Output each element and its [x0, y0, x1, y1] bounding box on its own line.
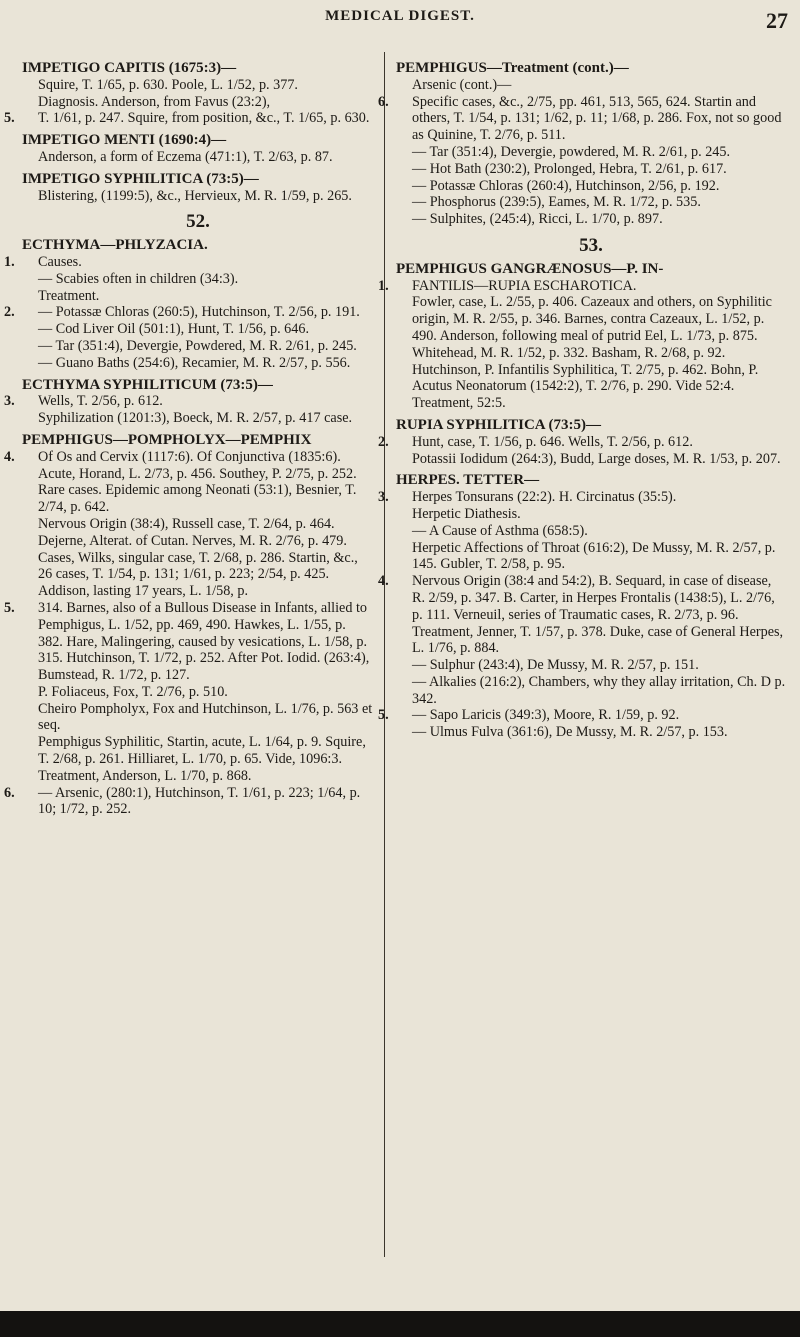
entry-paragraph [396, 178, 786, 195]
entry-text: — Potassæ Chloras (260:5), Hutchinson, T. 2/56, p. 191. [38, 304, 360, 321]
margin-line-number: 5. [378, 707, 389, 724]
margin-line-number: 2. [4, 304, 15, 321]
entry-text: Causes. [38, 253, 82, 270]
entry-paragraph [4, 110, 374, 127]
entry-paragraph [22, 355, 374, 372]
entry-paragraph [22, 77, 374, 94]
entry-text: Cases, Wilks, singular case, T. 2/68, p. 286. Startin, &c., 26 cases, T. 1/54, p. 131; 1/61, p. 223; 2/54, p. 425. Addison, lasting 17 years, L. 1/58, p. [38, 549, 358, 600]
entry-paragraph [396, 144, 786, 161]
margin-line-number: 6. [4, 784, 15, 801]
entry-paragraph [22, 684, 374, 701]
entry-text: Cheiro Pompholyx, Fox and Hutchinson, L. 1/76, p. 563 et seq. [38, 700, 373, 734]
entry-paragraph [22, 701, 374, 735]
entry-paragraph [22, 149, 374, 166]
entry-heading: RUPIA SYPHILITICA (73:5)— [396, 416, 602, 433]
entry-text: — Guano Baths (254:6), Recamier, M. R. 2/57, p. 556. [38, 354, 351, 371]
entry-paragraph [396, 77, 786, 94]
entry-paragraph [378, 573, 786, 623]
entry-paragraph [22, 321, 374, 338]
entry-paragraph [396, 194, 786, 211]
entry-text: Anderson, a form of Eczema (471:1), T. 2/63, p. 87. [38, 148, 333, 165]
entry-paragraph [22, 466, 374, 516]
entry-heading: PEMPHIGUS—Treatment (cont.)— [396, 60, 629, 76]
scan-edge-bar [0, 1311, 800, 1337]
entry-paragraph [378, 489, 786, 506]
entry-paragraph [22, 410, 374, 427]
entry-heading: ECTHYMA—PHLYZACIA. [22, 237, 208, 254]
entry-paragraph [396, 674, 786, 708]
entry-paragraph [22, 734, 374, 768]
section-number: 53. [579, 234, 603, 256]
entry-text: FANTILIS—RUPIA ESCHAROTICA. [412, 277, 637, 294]
entry-paragraph [22, 516, 374, 550]
entry-text: — Scabies often in children (34:3). [38, 270, 239, 287]
entry-paragraph [396, 161, 786, 178]
margin-line-number: 5. [4, 110, 15, 127]
entry-text: Diagnosis. Anderson, from Favus (23:2), [38, 93, 271, 110]
entry-paragraph [396, 523, 786, 540]
entry-heading: IMPETIGO SYPHILITICA (73:5)— [22, 170, 259, 187]
entry-paragraph [378, 707, 786, 724]
entry-paragraph [4, 393, 374, 410]
entry-text: Of Os and Cervix (1117:6). Of Conjunctiva (1835:6). [38, 448, 341, 465]
entry-paragraph [4, 448, 374, 466]
entry-paragraph [4, 784, 374, 819]
entry-paragraph [4, 304, 374, 321]
margin-line-number: 5. [4, 599, 15, 616]
running-head: MEDICAL DIGEST. [325, 8, 475, 24]
entry-text: Fowler, case, L. 2/55, p. 406. Cazeaux and others, on Syphilitic origin, M. R. 2/55, p. 346. Barnes, contra Cazeaux, L. 1/52, p. 490. Anderson, following meal of putrid Eel, L. 1/73, p. 875. Whitehead, M. R. 1/52, p. 332. Basham, R. 2/68, p. 92. Hutchinson, P. Infantilis Syphilitica, T. 2/75, p. 462. Bohn, P. Acutus Neonatorum (1542:2), T. 2/76, p. 290. Vide 52:4. [412, 294, 772, 395]
entry-paragraph [22, 338, 374, 355]
entry-paragraph [396, 657, 786, 674]
entry-text: — Hot Bath (230:2), Prolonged, Hebra, T. 2/61, p. 617. [412, 160, 727, 177]
entry-text: Squire, T. 1/65, p. 630. Poole, L. 1/52, p. 377. [38, 76, 298, 93]
margin-line-number: 4. [378, 573, 389, 590]
section-number: 52. [186, 211, 210, 233]
entry-text: — Potassæ Chloras (260:4), Hutchinson, 2/56, p. 192. [412, 177, 720, 194]
entry-paragraph [396, 540, 786, 574]
entry-text: 314. Barnes, also of a Bullous Disease in Infants, allied to Pemphigus, L. 1/52, pp. 469, 490. Hawkes, L. 1/55, p. 382. Hare, Malingering, caused by vesications, L. 1/58, p. 315. Hutchinson, T. 1/72, p. 252. After Pot. Iodid. (263:4), Bumstead, R. 1/72, p. 127. [38, 599, 370, 684]
entry-text: T. 1/61, p. 247. Squire, from position, &c., T. 1/65, p. 630. [38, 110, 370, 127]
entry-text: Specific cases, &c., 2/75, pp. 461, 513, 565, 624. Startin and others, T. 1/54, p. 131; 1/62, p. 11; 1/68, p. 286. Fox, not so good as Quinine, T. 2/76, p. 511. [412, 93, 782, 144]
entry-text: Arsenic (cont.)— [412, 76, 512, 93]
entry-paragraph [378, 277, 786, 295]
entry-text: Herpes Tonsurans (22:2). H. Circinatus (35:5). [412, 489, 677, 506]
entry-text: — Cod Liver Oil (501:1), Hunt, T. 1/56, p. 646. [38, 321, 309, 338]
entry-paragraph [396, 506, 786, 523]
entry-paragraph [396, 211, 786, 228]
entry-paragraph [396, 724, 786, 741]
margin-line-number: 4. [4, 448, 15, 465]
entry-paragraph [22, 94, 374, 111]
entry-text: — A Cause of Asthma (658:5). [412, 522, 588, 539]
entry-paragraph [396, 395, 786, 412]
entry-paragraph [22, 188, 374, 205]
entry-paragraph [22, 550, 374, 600]
entry-paragraph [396, 294, 786, 395]
entry-text: Herpetic Affections of Throat (616:2), De Mussy, M. R. 2/57, p. 145. Gubler, T. 2/58, p. 95. [412, 539, 776, 573]
entry-paragraph [22, 271, 374, 288]
entry-text: — Sapo Laricis (349:3), Moore, R. 1/59, p. 92. [412, 707, 680, 724]
margin-line-number: 3. [378, 489, 389, 506]
margin-line-number: 1. [4, 253, 15, 270]
entry-text: — Alkalies (216:2), Chambers, why they allay irritation, Ch. D p. 342. [412, 673, 786, 707]
entry-paragraph [22, 288, 374, 305]
entry-text: — Phosphorus (239:5), Eames, M. R. 1/72, p. 535. [412, 194, 701, 211]
entry-paragraph [378, 93, 786, 144]
entry-text: Treatment. [38, 287, 100, 304]
entry-text: Potassii Iodidum (264:3), Budd, Large doses, M. R. 1/53, p. 207. [412, 450, 781, 467]
entry-text: Herpetic Diathesis. [412, 505, 521, 522]
entry-text: — Sulphur (243:4), De Mussy, M. R. 2/57, p. 151. [412, 657, 699, 674]
margin-line-number: 1. [378, 277, 389, 294]
left-column [4, 55, 374, 818]
entry-paragraph [4, 599, 374, 684]
entry-paragraph [378, 433, 786, 451]
entry-text: Syphilization (1201:3), Boeck, M. R. 2/57, p. 417 case. [38, 410, 353, 427]
entry-text: Pemphigus Syphilitic, Startin, acute, L. 1/64, p. 9. Squire, T. 2/68, p. 261. Hilliaret, L. 1/70, p. 65. Vide, 1096:3. [38, 734, 366, 768]
entry-paragraph [22, 768, 374, 785]
entry-text: — Tar (351:4), Devergie, powdered, M. R. 2/61, p. 245. [412, 143, 731, 160]
entry-text: Treatment, 52:5. [412, 395, 506, 412]
entry-paragraph [4, 253, 374, 271]
entry-text: — Arsenic, (280:1), Hutchinson, T. 1/61, p. 223; 1/64, p. 10; 1/72, p. 252. [38, 784, 361, 818]
entry-heading: ECTHYMA SYPHILITICUM (73:5)— [22, 376, 273, 393]
entry-text: Blistering, (1199:5), &c., Hervieux, M. R. 1/59, p. 265. [38, 187, 352, 204]
entry-heading: PEMPHIGUS—POMPHOLYX—PEMPHIX [22, 431, 312, 448]
entry-heading: IMPETIGO MENTI (1690:4)— [22, 132, 227, 149]
margin-line-number: 6. [378, 93, 389, 110]
entry-text: — Tar (351:4), Devergie, Powdered, M. R. 2/61, p. 245. [38, 337, 357, 354]
column-divider [384, 52, 385, 1257]
margin-line-number: 3. [4, 393, 15, 410]
entry-paragraph [396, 451, 786, 468]
entry-heading: HERPES. TETTER— [396, 472, 540, 489]
entry-paragraph [396, 624, 786, 658]
entry-text: Hunt, case, T. 1/56, p. 646. Wells, T. 2/56, p. 612. [412, 433, 693, 450]
entry-text: Nervous Origin (38:4), Russell case, T. 2/64, p. 464. Dejerne, Alterat. of Cutan. Nerves, M. R. 2/76, p. 479. [38, 515, 347, 549]
entry-heading: IMPETIGO CAPITIS (1675:3)— [22, 60, 237, 76]
entry-text: Acute, Horand, L. 2/73, p. 456. Southey, P. 2/75, p. 252. Rare cases. Epidemic among Neonati (53:1), Besnier, T. 2/74, p. 642. [38, 465, 357, 516]
right-column [378, 55, 786, 741]
page-number: 27 [766, 8, 788, 33]
entry-text: — Sulphites, (245:4), Ricci, L. 1/70, p. 897. [412, 211, 663, 228]
entry-text: P. Foliaceus, Fox, T. 2/76, p. 510. [38, 683, 228, 700]
entry-text: — Ulmus Fulva (361:6), De Mussy, M. R. 2/57, p. 153. [412, 724, 728, 741]
entry-text: Wells, T. 2/56, p. 612. [38, 393, 163, 410]
margin-line-number: 2. [378, 433, 389, 450]
entry-text: Treatment, Jenner, T. 1/57, p. 378. Duke, case of General Herpes, L. 1/76, p. 884. [412, 623, 784, 657]
entry-text: Nervous Origin (38:4 and 54:2), B. Sequard, in case of disease, R. 2/59, p. 347. B. Carter, in Herpes Frontalis (1438:5), L. 2/76, p. 111. Verneuil, series of Traumatic cases, R. 2/73, p. 96. [412, 573, 775, 623]
entry-text: Treatment, Anderson, L. 1/70, p. 868. [38, 767, 252, 784]
entry-heading: PEMPHIGUS GANGRÆNOSUS—P. IN- [396, 260, 664, 277]
